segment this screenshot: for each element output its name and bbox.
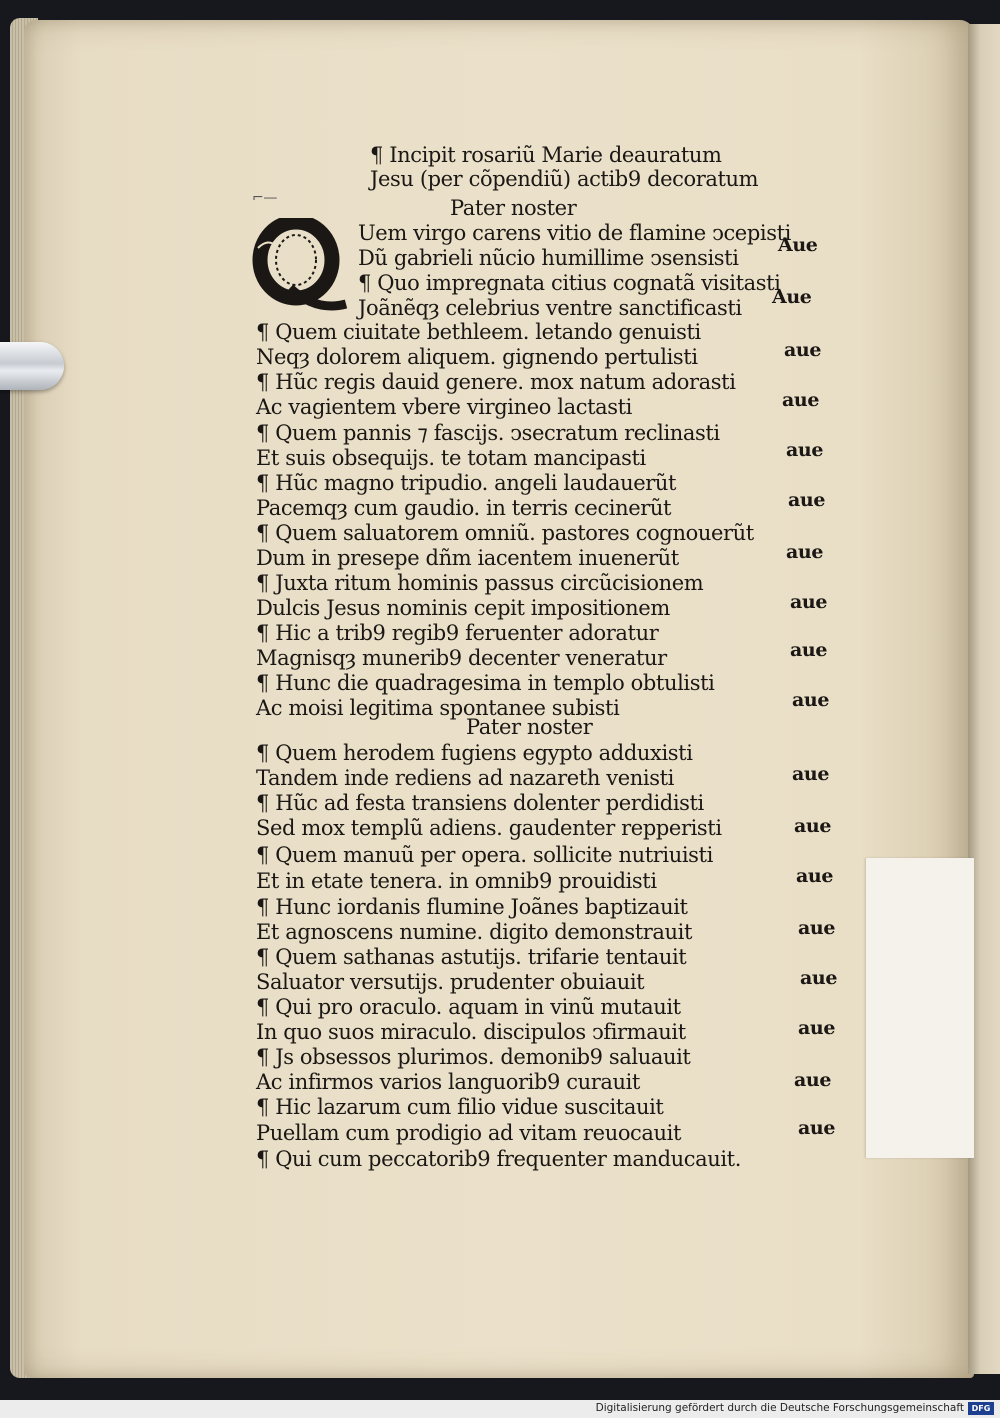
funding-credit: Digitalisierung gefördert durch die Deutsche Forschungsgemeinschaft	[595, 1402, 964, 1414]
ave-mark: aue	[788, 489, 826, 511]
text-line: Saluator versutijs. prudenter obuiauit	[256, 970, 645, 994]
text-line: ¶ Hic a trib9 regib9 feruenter adoratur	[256, 621, 659, 645]
ave-mark: aue	[794, 1069, 832, 1091]
text-line: Puellam cum prodigio ad vitam reuocauit	[256, 1121, 682, 1145]
marginal-mark: ⌐—	[252, 190, 277, 206]
text-line: Dũ gabrieli nũcio humillime ↄsensisti	[358, 246, 739, 270]
text-line: Magnisqȝ munerib9 decenter veneratur	[256, 646, 667, 670]
ave-mark: aue	[782, 389, 820, 411]
ave-mark: aue	[798, 917, 836, 939]
text-line: Ac moisi legitima spontanee subisti	[256, 696, 620, 720]
ave-mark: aue	[786, 439, 824, 461]
ave-mark: Aue	[778, 234, 818, 256]
text-line: Ac infirmos varios languorib9 curauit	[256, 1070, 640, 1094]
text-line: ¶ Juxta ritum hominis passus circũcisionem	[256, 571, 704, 595]
ave-mark: aue	[800, 967, 838, 989]
text-line: ¶ Hunc iordanis flumine Joãnes baptizauit	[256, 895, 688, 919]
text-line: ¶ Quem saluatorem omniũ. pastores cognouerũt	[256, 521, 754, 545]
text-line: ¶ Quem manuũ per opera. sollicite nutriuisti	[256, 843, 713, 867]
pater-noster-heading: Pater noster	[466, 715, 593, 739]
text-line: ¶ Qui cum peccatorib9 frequenter manducauit.	[256, 1147, 741, 1171]
text-line: ¶ Quo impregnata citius cognatã visitasti	[358, 271, 781, 295]
text-line: ¶ Quem sathanas astutijs. trifarie tentauit	[256, 945, 687, 969]
text-line: Pacemqȝ cum gaudio. in terris cecinerũt	[256, 496, 672, 520]
ave-mark: aue	[792, 763, 830, 785]
text-line: Uem virgo carens vitio de flamine ↄcepisti	[358, 221, 791, 245]
heading-line-2: Jesu (per cõpendiũ) actib9 decoratum	[370, 167, 759, 191]
text-line: ¶ Hic lazarum cum filio vidue suscitauit	[256, 1095, 664, 1119]
text-line: Tandem inde rediens ad nazareth venisti	[256, 766, 674, 790]
ave-mark: aue	[784, 339, 822, 361]
text-line: Neqȝ dolorem aliquem. gignendo pertulisti	[256, 345, 698, 369]
initial-letter: Q	[286, 238, 287, 239]
heading-line-1: ¶ Incipit rosariũ Marie deauratum	[370, 143, 722, 167]
text-line: Et in etate tenera. in omnib9 prouidisti	[256, 869, 657, 893]
text-line: ¶ Hũc regis dauid genere. mox natum adorasti	[256, 370, 736, 394]
ave-mark: aue	[798, 1017, 836, 1039]
text-line: ¶ Hunc die quadragesima in templo obtulisti	[256, 671, 715, 695]
ave-mark: aue	[790, 591, 828, 613]
text-line: Ac vagientem vbere virgineo lactasti	[256, 395, 632, 419]
ave-mark: aue	[792, 689, 830, 711]
ave-mark: aue	[798, 1117, 836, 1139]
ave-mark: aue	[794, 815, 832, 837]
text-line: Dum in presepe dñm iacentem inuenerũt	[256, 546, 679, 570]
text-line: ¶ Quem ciuitate bethleem. letando genuisti	[256, 320, 701, 344]
text-line: ¶ Quem herodem fugiens egypto adduxisti	[256, 741, 693, 765]
ave-mark: Aue	[772, 286, 812, 308]
ave-mark: aue	[796, 865, 834, 887]
text-line: Sed mox templũ adiens. gaudenter repperisti	[256, 816, 722, 840]
text-line: Et agnoscens numine. digito demonstrauit	[256, 920, 692, 944]
ave-mark: aue	[786, 541, 824, 563]
text-line: ¶ Hũc magno tripudio. angeli laudauerũt	[256, 471, 677, 495]
ave-mark: aue	[790, 639, 828, 661]
text-line: ¶ Quem pannis ⁊ fascijs. ↄsecratum reclinasti	[256, 421, 720, 445]
text-line: Dulcis Jesus nominis cepit impositionem	[256, 596, 670, 620]
text-line: ¶ Hũc ad festa transiens dolenter perdidisti	[256, 791, 704, 815]
footer-bar	[0, 1400, 1000, 1418]
text-line: ¶ Qui pro oraculo. aquam in vinũ mutauit	[256, 995, 681, 1019]
text-line: ¶ Js obsessos plurimos. demonib9 saluauit	[256, 1045, 691, 1069]
decorated-initial-q	[246, 218, 348, 314]
text-line: In quo suos miraculo. discipulos ↄfirmauit	[256, 1020, 686, 1044]
dfg-logo: DFG	[968, 1402, 994, 1415]
pater-noster-heading: Pater noster	[450, 196, 577, 220]
text-line: Joãnẽqȝ celebrius ventre sanctificasti	[358, 296, 742, 320]
text-line: Et suis obsequijs. te totam mancipasti	[256, 446, 646, 470]
